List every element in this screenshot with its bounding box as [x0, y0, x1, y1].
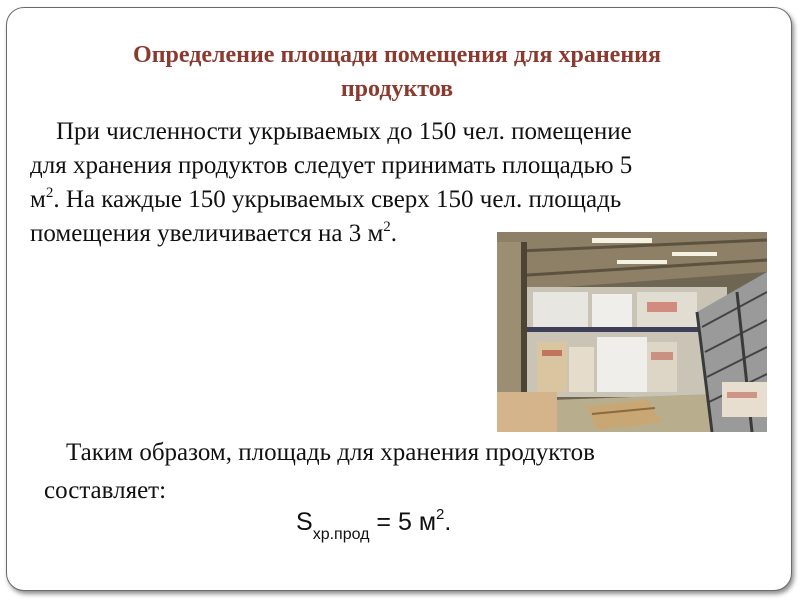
- square-superscript: 2: [383, 219, 391, 235]
- formula: [296, 508, 451, 544]
- formula-end: .: [444, 508, 452, 536]
- conclusion-line-2: составляет:: [44, 477, 167, 504]
- warehouse-photo: [497, 232, 767, 432]
- body-paragraph: [30, 115, 785, 251]
- paragraph-line-4-b: .: [390, 220, 398, 247]
- conclusion-text: [44, 434, 764, 510]
- slide-title: [40, 38, 754, 106]
- conclusion-line-1: Таким образом, площадь для хранения продуктов: [66, 439, 595, 466]
- formula-equals: = 5 м: [369, 508, 437, 536]
- formula-symbol: S: [296, 508, 313, 536]
- formula-subscript: хр.прод: [312, 526, 370, 543]
- paragraph-line-4-a: помещения увеличивается на 3 м: [30, 220, 384, 247]
- paragraph-line-3-b: . На каждые 150 укрываемых сверх 150 чел. площадь: [53, 186, 622, 213]
- warehouse-photo-image: [497, 232, 767, 432]
- square-superscript: 2: [45, 185, 54, 201]
- paragraph-line-3-a: м: [30, 186, 46, 213]
- title-line-1: Определение площади помещения для хранения: [133, 42, 661, 68]
- formula-superscript: 2: [436, 506, 445, 523]
- paragraph-line-1: При численности укрываемых до 150 чел. помещение: [56, 118, 632, 145]
- title-line-2: продуктов: [340, 76, 454, 102]
- paragraph-line-3: [30, 183, 785, 217]
- paragraph-line-2: для хранения продуктов следует принимать площадью 5: [30, 152, 633, 179]
